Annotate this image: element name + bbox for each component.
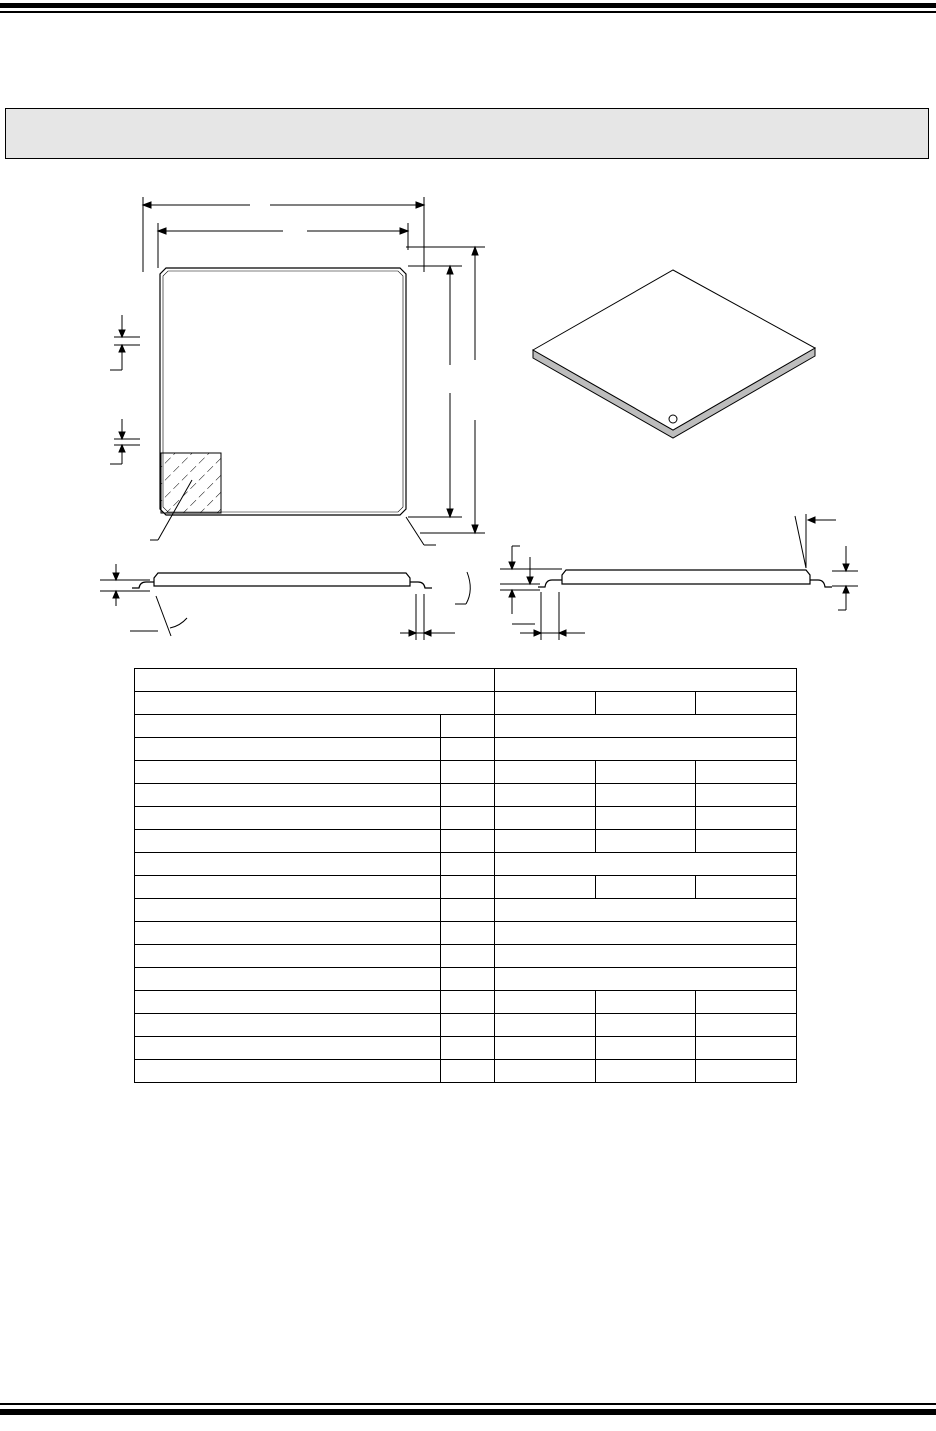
table-cell — [495, 922, 797, 945]
table-cell — [135, 715, 441, 738]
table-row — [135, 669, 797, 692]
table-cell — [495, 761, 596, 784]
table-cell — [135, 991, 441, 1014]
table-row — [135, 807, 797, 830]
table-cell — [495, 1014, 596, 1037]
table-row — [135, 830, 797, 853]
table-cell — [441, 991, 495, 1014]
table-cell — [135, 1060, 441, 1083]
iso-body-top — [533, 270, 815, 430]
table-cell — [495, 991, 596, 1014]
table-cell — [696, 830, 797, 853]
table-row — [135, 761, 797, 784]
table-cell — [696, 1060, 797, 1083]
table-cell — [596, 876, 696, 899]
table-cell — [495, 853, 797, 876]
table-cell — [696, 1014, 797, 1037]
table-cell — [135, 945, 441, 968]
table-cell — [596, 1014, 696, 1037]
table-cell — [495, 807, 596, 830]
table-cell — [495, 968, 797, 991]
table-row — [135, 1037, 797, 1060]
bottom-rule-thin — [0, 1403, 936, 1405]
side-view-left — [100, 564, 470, 640]
table-cell — [135, 669, 495, 692]
table-row — [135, 738, 797, 761]
table-row — [135, 876, 797, 899]
table-cell — [135, 1014, 441, 1037]
table-row — [135, 922, 797, 945]
bottom-rule-thick — [0, 1409, 936, 1415]
table-cell — [596, 1060, 696, 1083]
iso-pin1-dot — [669, 415, 677, 423]
table-cell — [495, 1037, 596, 1060]
table-cell — [135, 761, 441, 784]
table-cell — [596, 784, 696, 807]
table-cell — [135, 922, 441, 945]
table-cell — [441, 1037, 495, 1060]
table-row — [135, 853, 797, 876]
table-cell — [135, 692, 495, 715]
table-row — [135, 945, 797, 968]
isometric-view — [533, 270, 815, 438]
table-cell — [441, 876, 495, 899]
table-cell — [135, 807, 441, 830]
table-cell — [135, 899, 441, 922]
table-cell — [495, 1060, 596, 1083]
table-cell — [696, 761, 797, 784]
table-cell — [596, 991, 696, 1014]
pin1-hatch-area — [161, 453, 221, 513]
table-cell — [441, 1014, 495, 1037]
table-cell — [696, 876, 797, 899]
table-cell — [495, 830, 596, 853]
table-cell — [495, 945, 797, 968]
table-cell — [495, 715, 797, 738]
top-view — [110, 197, 485, 545]
table-cell — [696, 991, 797, 1014]
table-row — [135, 968, 797, 991]
table-cell — [441, 1060, 495, 1083]
table-cell — [135, 876, 441, 899]
table-cell — [596, 692, 696, 715]
table-row — [135, 784, 797, 807]
table-row — [135, 899, 797, 922]
table-cell — [441, 968, 495, 991]
table-cell — [135, 784, 441, 807]
table-cell — [441, 922, 495, 945]
table-row — [135, 1014, 797, 1037]
table-cell — [441, 899, 495, 922]
table-row — [135, 715, 797, 738]
table-cell — [441, 784, 495, 807]
table-cell — [135, 968, 441, 991]
dimension-table — [134, 668, 797, 1083]
table-cell — [696, 692, 797, 715]
table-cell — [441, 738, 495, 761]
table-cell — [135, 830, 441, 853]
table-cell — [696, 1037, 797, 1060]
table-cell — [596, 830, 696, 853]
table-cell — [135, 853, 441, 876]
table-row — [135, 692, 797, 715]
table-cell — [696, 807, 797, 830]
table-cell — [441, 761, 495, 784]
table-row — [135, 991, 797, 1014]
table-cell — [495, 899, 797, 922]
table-cell — [441, 807, 495, 830]
table-cell — [441, 715, 495, 738]
table-cell — [696, 784, 797, 807]
table-cell — [135, 738, 441, 761]
table-cell — [596, 807, 696, 830]
table-cell — [135, 1037, 441, 1060]
table-cell — [596, 1037, 696, 1060]
table-cell — [441, 830, 495, 853]
table-cell — [596, 761, 696, 784]
table-cell — [441, 853, 495, 876]
table-row — [135, 1060, 797, 1083]
table-cell — [495, 669, 797, 692]
table-cell — [495, 784, 596, 807]
table-cell — [441, 945, 495, 968]
table-cell — [495, 738, 797, 761]
table-cell — [495, 876, 596, 899]
package-drawing — [0, 0, 936, 660]
table-cell — [495, 692, 596, 715]
side-view-right — [500, 514, 858, 640]
